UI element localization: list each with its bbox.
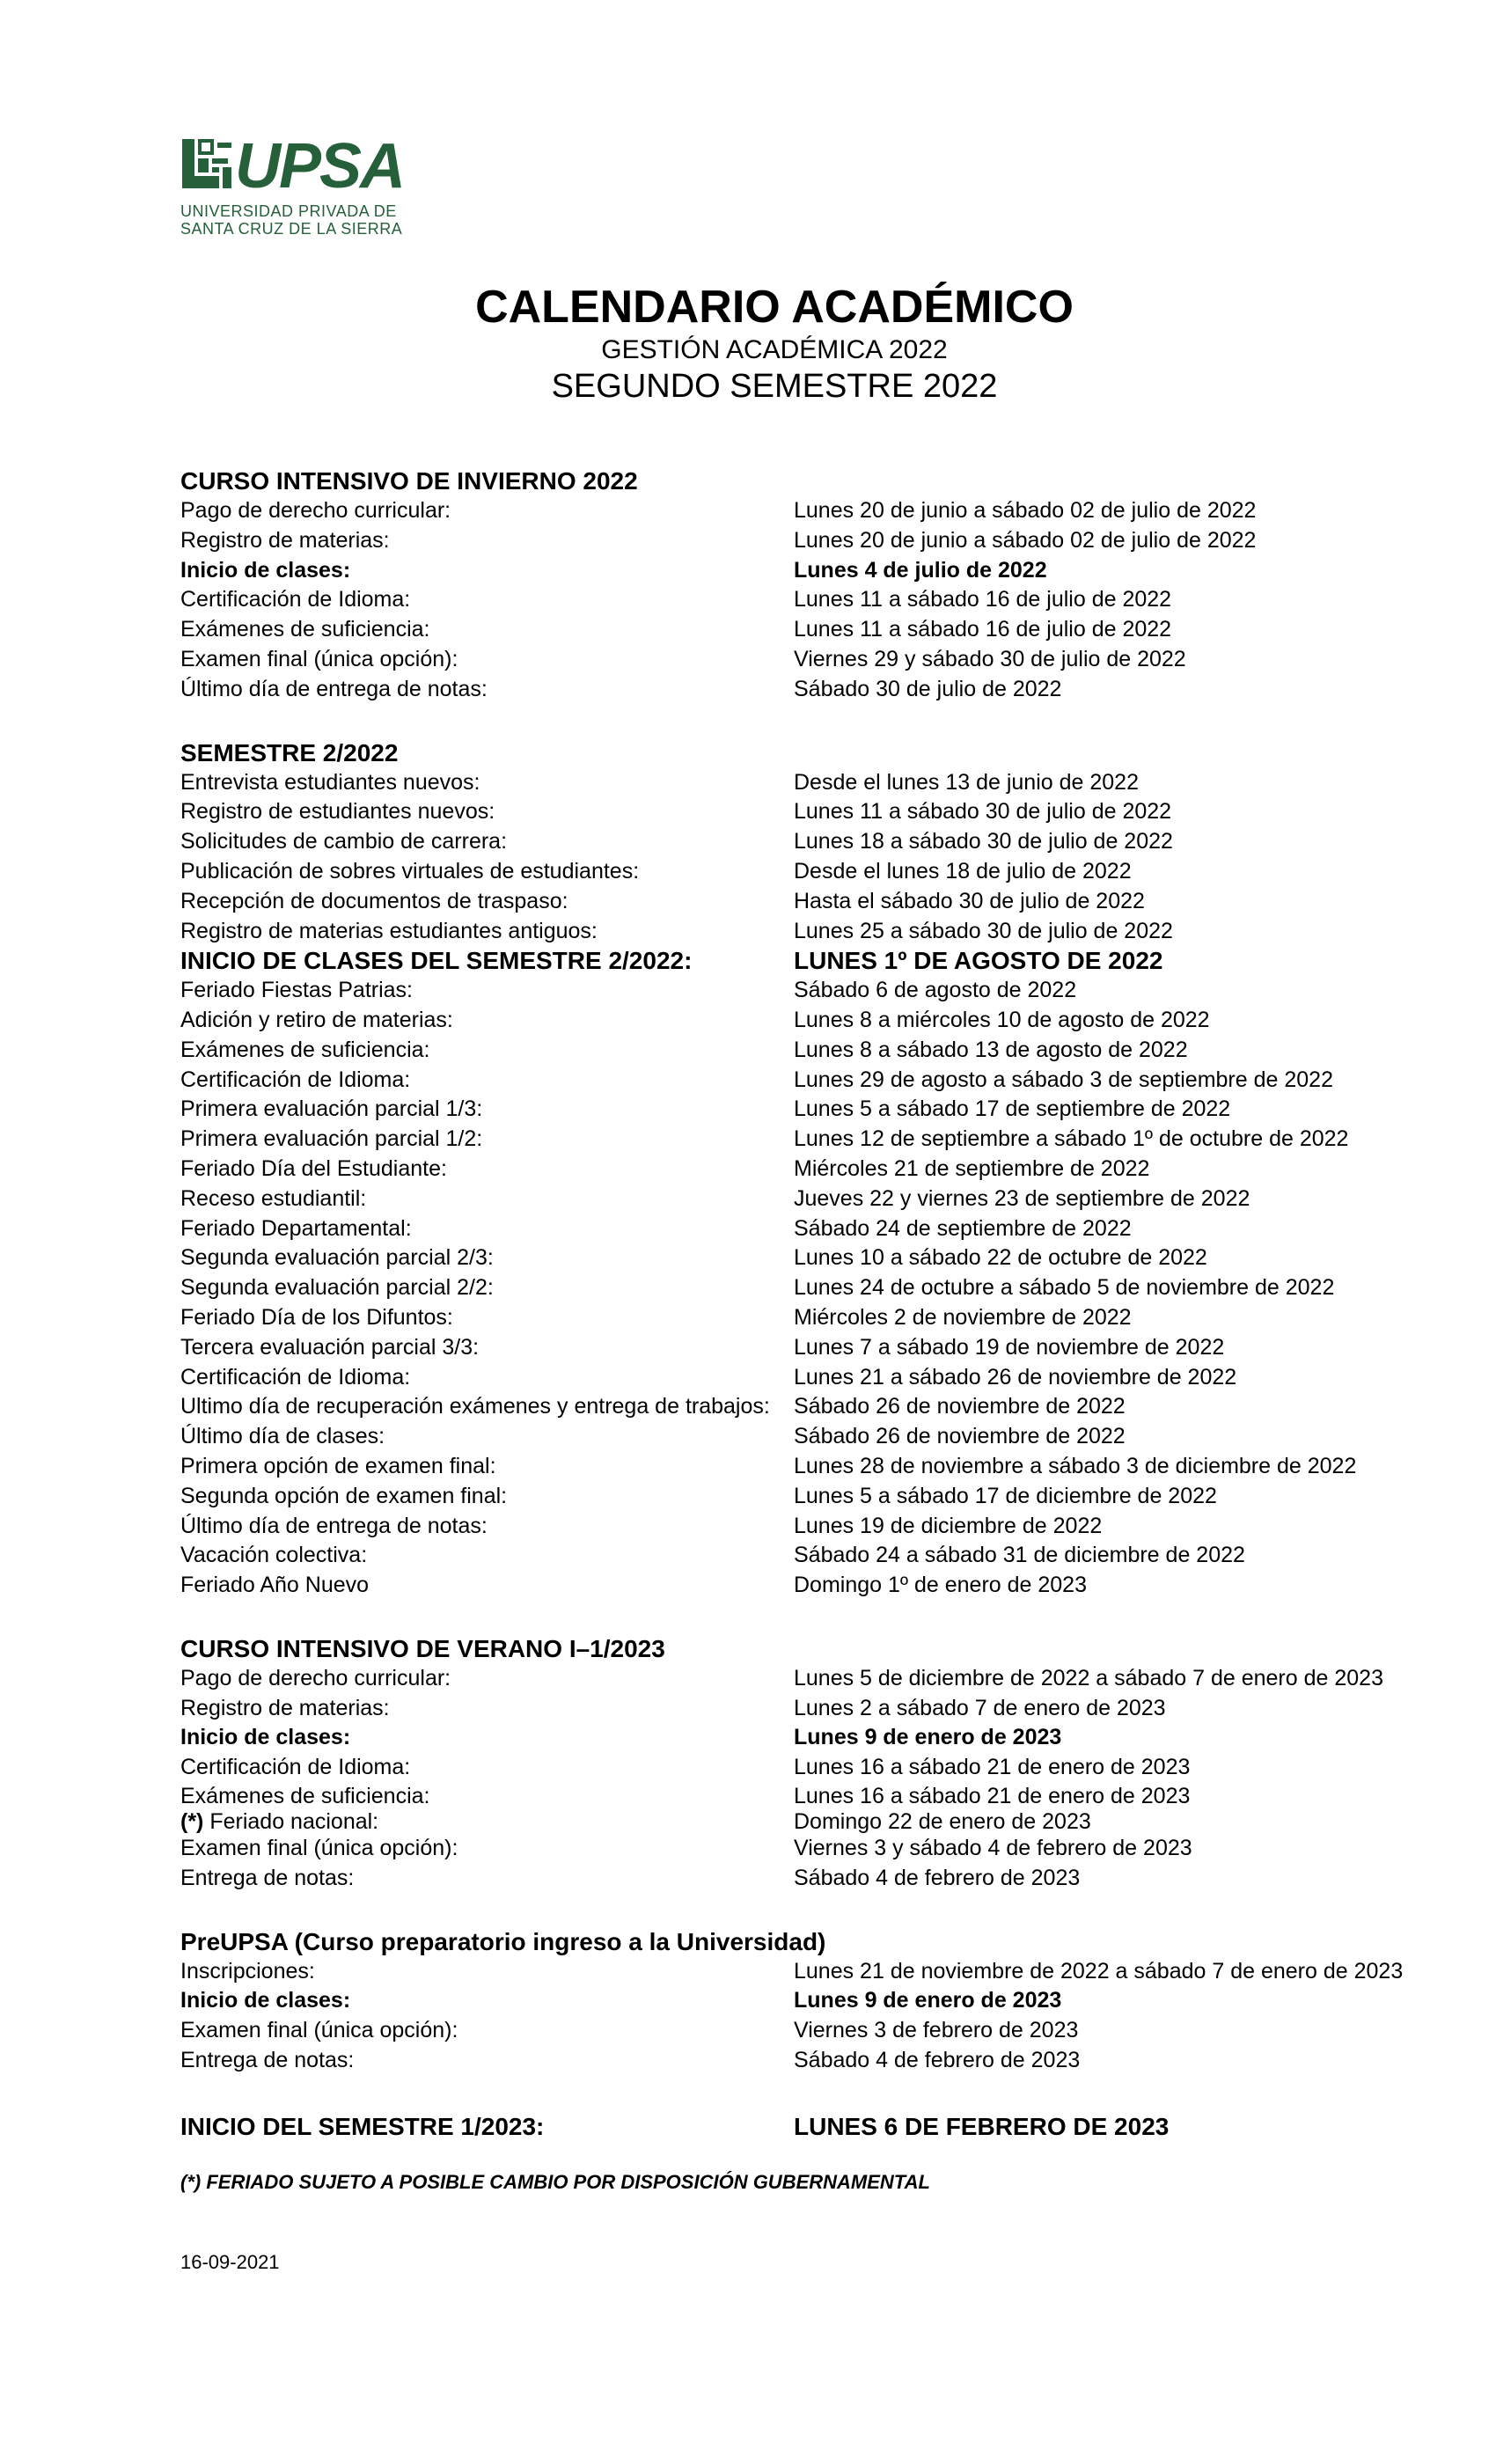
calendar-row [180, 1864, 1483, 1894]
calendar-row [180, 1184, 1483, 1214]
row-value: Sábado 24 a sábado 31 de diciembre de 2022 [794, 1543, 1245, 1568]
verano-rows [180, 1664, 1483, 1894]
calendar-row [180, 526, 1483, 556]
calendar-row [180, 1006, 1483, 1036]
row-label: Feriado Año Nuevo [180, 1573, 370, 1598]
row-value: Lunes 12 de septiembre a sábado 1º de octubre de 2022 [794, 1126, 1349, 1152]
logo-subtitle-line1: UNIVERSIDAD PRIVADA DE [180, 202, 397, 220]
row-value: Lunes 4 de julio de 2022 [794, 557, 1047, 583]
row-label: Examen final (única opción): [180, 1836, 458, 1861]
row-label: Registro de materias estudiantes antiguos: [180, 918, 598, 943]
row-value: Sábado 4 de febrero de 2023 [794, 1865, 1081, 1890]
row-label: Primera evaluación parcial 1/3: [180, 1096, 483, 1122]
calendar-row [180, 2016, 1483, 2046]
calendar-row [180, 2046, 1483, 2076]
document-header [0, 280, 1496, 407]
row-value: Lunes 7 a sábado 19 de noviembre de 2022 [794, 1334, 1225, 1360]
inicio-semestre-value: LUNES 6 DE FEBRERO DE 2023 [794, 2112, 1170, 2140]
row-label: Feriado Fiestas Patrias: [180, 978, 413, 1003]
row-value: Lunes 28 de noviembre a sábado 3 de diciembre de 2022 [794, 1453, 1357, 1478]
row-label: Receso estudiantil: [180, 1185, 367, 1211]
row-label: Tercera evaluación parcial 3/3: [180, 1334, 480, 1360]
row-value: Lunes 19 de diciembre de 2022 [794, 1513, 1103, 1538]
row-value: Lunes 8 a sábado 13 de agosto de 2022 [794, 1037, 1188, 1062]
calendar-row [180, 1422, 1483, 1452]
row-label: Examen final (única opción): [180, 2018, 458, 2043]
row-value: Viernes 29 y sábado 30 de julio de 2022 [794, 646, 1186, 671]
row-label-mark: (*) [180, 1809, 204, 1835]
calendar-row [180, 1694, 1483, 1724]
row-value: Lunes 11 a sábado 16 de julio de 2022 [794, 617, 1172, 642]
calendar-row [180, 1512, 1483, 1542]
section-heading-preupsa: PreUPSA (Curso preparatorio ingreso a la Universidad) [180, 1927, 826, 1955]
calendar-row [180, 857, 1483, 887]
row-label: Registro de materias: [180, 1695, 390, 1720]
calendar-row [180, 1664, 1483, 1694]
row-label: Exámenes de suficiencia: [180, 617, 430, 642]
row-value: Sábado 26 de noviembre de 2022 [794, 1394, 1126, 1419]
row-label: Inscripciones: [180, 1958, 315, 1984]
calendar-row [180, 887, 1483, 917]
section-heading-invierno: CURSO INTENSIVO DE INVIERNO 2022 [180, 467, 638, 495]
calendar-row [180, 1957, 1483, 1987]
row-value: Lunes 18 a sábado 30 de julio de 2022 [794, 829, 1173, 854]
calendar-row [180, 1066, 1483, 1096]
row-label: Publicación de sobres virtuales de estudiantes: [180, 858, 640, 884]
calendar-row [180, 917, 1483, 947]
calendar-row [180, 976, 1483, 1006]
row-value: Lunes 5 a sábado 17 de septiembre de 2022 [794, 1096, 1231, 1122]
row-label: Certificación de Idioma: [180, 1755, 411, 1780]
calendar-row [180, 1986, 1483, 2016]
calendar-row [180, 827, 1483, 857]
row-value: Sábado 30 de julio de 2022 [794, 676, 1062, 701]
row-label: Inicio de clases: [180, 557, 351, 583]
calendar-row [180, 1482, 1483, 1512]
row-value: Viernes 3 y sábado 4 de febrero de 2023 [794, 1836, 1192, 1861]
row-value: Sábado 6 de agosto de 2022 [794, 978, 1077, 1003]
row-value: Lunes 20 de junio a sábado 02 de julio de 2022 [794, 498, 1257, 523]
calendar-row [180, 645, 1483, 675]
row-value: Jueves 22 y viernes 23 de septiembre de 2022 [794, 1185, 1250, 1211]
row-label [180, 1808, 378, 1835]
row-label: Recepción de documentos de traspaso: [180, 888, 568, 913]
row-value: Sábado 24 de septiembre de 2022 [794, 1215, 1132, 1241]
calendar-row [180, 1452, 1483, 1482]
row-value: Lunes 21 a sábado 26 de noviembre de 2022 [794, 1364, 1237, 1390]
row-label: Último día de clases: [180, 1424, 385, 1449]
preupsa-rows [180, 1957, 1483, 2076]
calendar-row [180, 1095, 1483, 1125]
row-label: Feriado Departamental: [180, 1215, 412, 1241]
row-value: Miércoles 21 de septiembre de 2022 [794, 1155, 1150, 1181]
calendar-row [180, 1363, 1483, 1393]
calendar-row [180, 1243, 1483, 1273]
row-value: Lunes 16 a sábado 21 de enero de 2023 [794, 1784, 1191, 1809]
calendar-row [180, 1392, 1483, 1422]
row-value: Lunes 29 de agosto a sábado 3 de septiembre de 2022 [794, 1067, 1333, 1092]
row-value: Lunes 25 a sábado 30 de julio de 2022 [794, 918, 1173, 943]
footnote: (*) FERIADO SUJETO A POSIBLE CAMBIO POR DISPOSICIÓN GUBERNAMENTAL [180, 2170, 930, 2193]
invierno-rows [180, 496, 1483, 705]
row-value: Lunes 9 de enero de 2023 [794, 1988, 1062, 2013]
row-label: Registro de estudiantes nuevos: [180, 799, 495, 825]
page-title: CALENDARIO ACADÉMICO [475, 282, 1074, 333]
row-value: Hasta el sábado 30 de julio de 2022 [794, 888, 1145, 913]
row-label: Entrevista estudiantes nuevos: [180, 769, 480, 795]
calendar-row [180, 768, 1483, 798]
calendar-row [180, 1808, 1483, 1834]
inicio-semestre-row [180, 2109, 1483, 2145]
row-label: Inicio de clases: [180, 1725, 351, 1750]
row-label: Primera opción de examen final: [180, 1453, 496, 1478]
calendar-content [180, 466, 1483, 2196]
row-value: Miércoles 2 de noviembre de 2022 [794, 1304, 1132, 1330]
row-label: Primera evaluación parcial 1/2: [180, 1126, 483, 1152]
row-value: Domingo 1º de enero de 2023 [794, 1573, 1087, 1598]
row-value: Lunes 2 a sábado 7 de enero de 2023 [794, 1695, 1166, 1720]
row-value: Lunes 10 a sábado 22 de octubre de 2022 [794, 1245, 1207, 1271]
calendar-row [180, 675, 1483, 705]
row-label: Adición y retiro de materias: [180, 1007, 453, 1032]
row-label: Certificación de Idioma: [180, 1067, 411, 1092]
row-label: Entrega de notas: [180, 2048, 355, 2073]
section-heading-semestre: SEMESTRE 2/2022 [180, 738, 399, 766]
row-label: INICIO DE CLASES DEL SEMESTRE 2/2022: [180, 947, 693, 975]
row-value: Sábado 26 de noviembre de 2022 [794, 1424, 1126, 1449]
row-label: Feriado Día del Estudiante: [180, 1155, 447, 1181]
row-label: Segunda evaluación parcial 2/2: [180, 1275, 494, 1301]
upsa-emblem-icon [180, 137, 235, 192]
row-label: Segunda evaluación parcial 2/3: [180, 1245, 494, 1271]
inicio-semestre-label: INICIO DEL SEMESTRE 1/2023: [180, 2112, 545, 2140]
row-label: Exámenes de suficiencia: [180, 1784, 430, 1809]
section-heading-verano: CURSO INTENSIVO DE VERANO I–1/2023 [180, 1634, 665, 1662]
row-value: Lunes 16 a sábado 21 de enero de 2023 [794, 1755, 1191, 1780]
row-label: Registro de materias: [180, 527, 390, 553]
row-label: Vacación colectiva: [180, 1543, 368, 1568]
logo-wordmark: UPSA [235, 131, 405, 202]
row-label: Certificación de Idioma: [180, 587, 411, 612]
row-value: Lunes 5 de diciembre de 2022 a sábado 7 de enero de 2023 [794, 1665, 1383, 1690]
row-label: Pago de derecho curricular: [180, 1665, 451, 1690]
document-date: 16-09-2021 [180, 2251, 280, 2273]
row-value: Lunes 11 a sábado 16 de julio de 2022 [794, 587, 1172, 612]
calendar-row [180, 1155, 1483, 1184]
calendar-row [180, 1125, 1483, 1155]
row-label-text: Feriado nacional: [203, 1809, 379, 1835]
calendar-row [180, 1783, 1483, 1808]
row-value: Domingo 22 de enero de 2023 [794, 1809, 1091, 1835]
page-subtitle-gestion: GESTIÓN ACADÉMICA 2022 [601, 335, 948, 364]
calendar-row [180, 1723, 1483, 1753]
row-label: Último día de entrega de notas: [180, 1513, 488, 1538]
row-label: Feriado Día de los Difuntos: [180, 1304, 453, 1330]
calendar-row [180, 1333, 1483, 1363]
upsa-logo [180, 131, 418, 238]
calendar-row [180, 946, 1483, 976]
row-value: Lunes 24 de octubre a sábado 5 de noviembre de 2022 [794, 1275, 1335, 1301]
semestre-rows [180, 768, 1483, 1601]
row-label: Último día de entrega de notas: [180, 676, 488, 701]
calendar-row [180, 1303, 1483, 1333]
page-subtitle-semestre: SEGUNDO SEMESTRE 2022 [551, 368, 998, 405]
calendar-row [180, 797, 1483, 827]
logo-subtitle [180, 202, 402, 238]
row-label: Entrega de notas: [180, 1865, 355, 1890]
row-label: Certificación de Idioma: [180, 1364, 411, 1390]
calendar-row [180, 1753, 1483, 1783]
calendar-row [180, 1036, 1483, 1066]
row-value: Lunes 9 de enero de 2023 [794, 1725, 1062, 1750]
row-value: Desde el lunes 13 de junio de 2022 [794, 769, 1139, 795]
row-value: Sábado 4 de febrero de 2023 [794, 2048, 1081, 2073]
calendar-row [180, 1571, 1483, 1601]
row-value: LUNES 1º DE AGOSTO DE 2022 [794, 947, 1163, 975]
row-label: Examen final (única opción): [180, 646, 458, 671]
calendar-row [180, 1834, 1483, 1864]
calendar-row [180, 1273, 1483, 1303]
row-value: Lunes 5 a sábado 17 de diciembre de 2022 [794, 1483, 1217, 1508]
row-value: Viernes 3 de febrero de 2023 [794, 2018, 1079, 2043]
row-value: Desde el lunes 18 de julio de 2022 [794, 858, 1132, 884]
logo-subtitle-line2: SANTA CRUZ DE LA SIERRA [180, 220, 403, 238]
row-label: Pago de derecho curricular: [180, 498, 451, 523]
row-label: Inicio de clases: [180, 1988, 351, 2013]
row-label: Segunda opción de examen final: [180, 1483, 508, 1508]
row-value: Lunes 20 de junio a sábado 02 de julio de 2022 [794, 527, 1257, 553]
calendar-row [180, 556, 1483, 586]
row-value: Lunes 21 de noviembre de 2022 a sábado 7 de enero de 2023 [794, 1958, 1404, 1984]
calendar-row [180, 496, 1483, 526]
calendar-row [180, 1541, 1483, 1571]
row-label: Ultimo día de recuperación exámenes y entrega de trabajos: [180, 1394, 770, 1419]
row-label: Exámenes de suficiencia: [180, 1037, 430, 1062]
row-value: Lunes 8 a miércoles 10 de agosto de 2022 [794, 1007, 1210, 1032]
row-value: Lunes 11 a sábado 30 de julio de 2022 [794, 799, 1172, 825]
calendar-row [180, 1214, 1483, 1244]
calendar-row [180, 615, 1483, 645]
calendar-row [180, 585, 1483, 615]
row-label: Solicitudes de cambio de carrera: [180, 829, 508, 854]
